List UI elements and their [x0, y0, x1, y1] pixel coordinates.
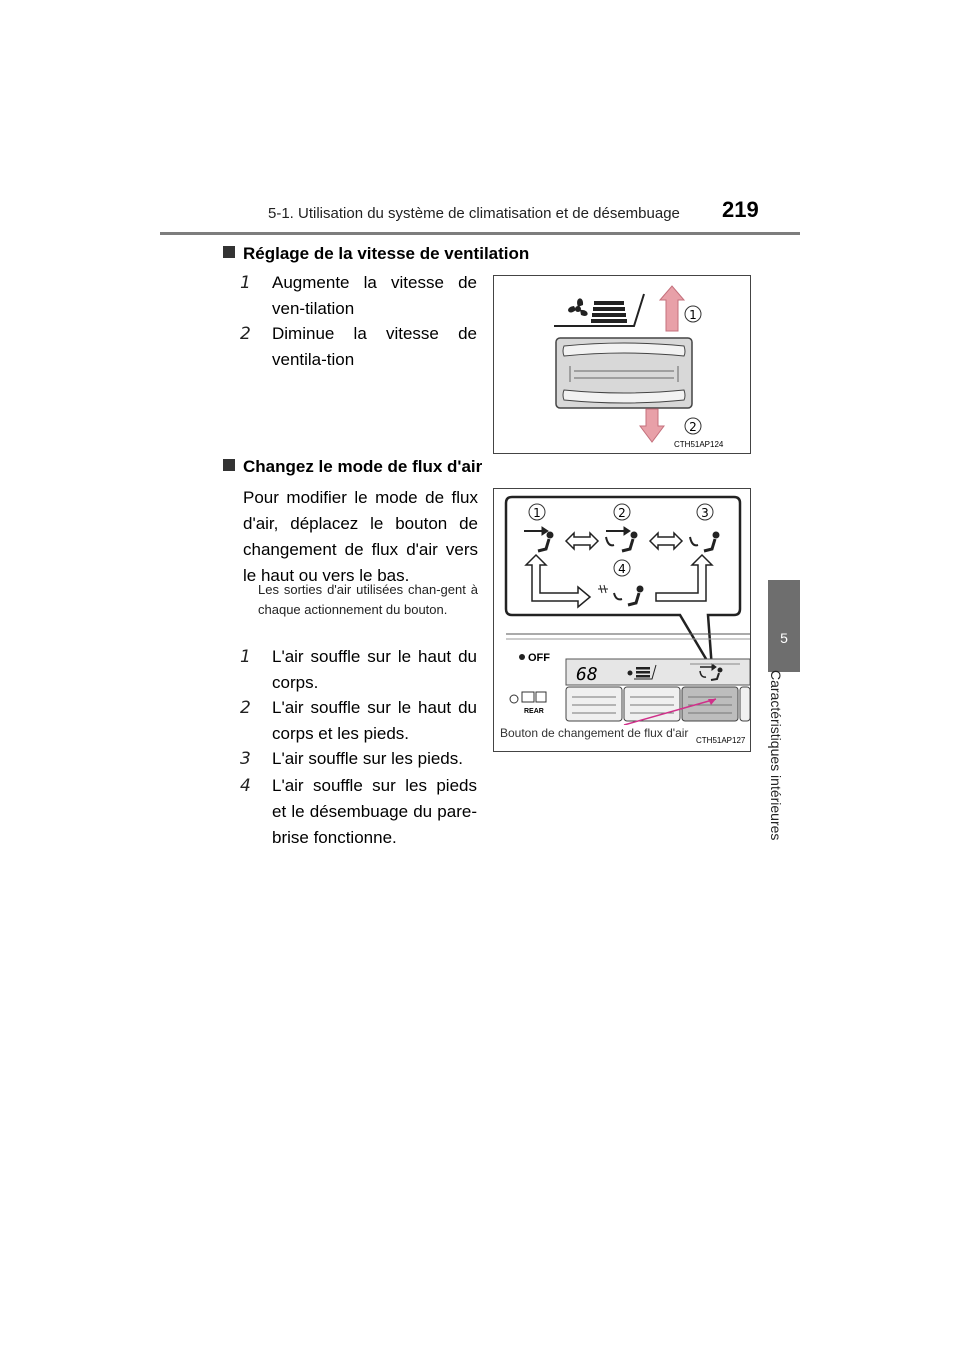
chapter-number: 5 — [780, 630, 788, 646]
down-arrow-icon — [640, 409, 664, 442]
item-number: 3 — [240, 749, 251, 769]
figure-code: CTH51AP124 — [674, 440, 724, 449]
callout-1: 1 — [533, 506, 541, 520]
fan-icon — [568, 298, 588, 316]
fan-speed-illustration — [494, 276, 750, 453]
button-caption: Bouton de changement de flux d'air — [500, 726, 689, 740]
list-item: Diminue la vitesse de ventila-tion — [272, 324, 477, 369]
section-heading-fan-speed — [223, 244, 529, 264]
fan-off-icon — [519, 652, 550, 664]
rear-label: REAR — [524, 708, 544, 715]
fan-speed-figure — [493, 275, 751, 454]
page-number: 219 — [722, 197, 759, 222]
item-number: 4 — [240, 776, 251, 796]
temperature-display: 68 — [576, 664, 598, 685]
list-item: Augmente la vitesse de ven-tilation — [272, 273, 477, 318]
list-item: L'air souffle sur les pieds et le désembuage du pare-brise fonctionne. — [272, 776, 477, 847]
callout-2: 2 — [689, 420, 697, 434]
svg-text:OFF: OFF — [528, 652, 550, 664]
up-arrow-icon — [660, 286, 684, 331]
section-heading-airflow-mode — [223, 457, 482, 477]
callout-4: 4 — [618, 562, 626, 576]
heading-bullet — [223, 459, 235, 471]
callout-1: 1 — [689, 308, 697, 322]
figure-code: CTH51AP127 — [696, 736, 746, 745]
item-number: 2 — [240, 698, 251, 718]
callout-3: 3 — [701, 506, 709, 520]
list-item: L'air souffle sur le haut du corps. — [272, 647, 477, 692]
heading-text: Changez le mode de flux d'air — [243, 457, 483, 476]
item-number: 1 — [240, 273, 251, 293]
intro-paragraph: Pour modifier le mode de flux d'air, déplacez le bouton de changement de flux d'air vers le haut ou vers le bas. — [243, 488, 478, 585]
heading-text: Réglage de la vitesse de ventilation — [243, 244, 530, 263]
section-header: 5-1. Utilisation du système de climatisation et de désembuage — [268, 205, 680, 222]
chapter-tab — [768, 580, 800, 672]
heading-bullet — [223, 246, 235, 258]
airflow-mode-illustration — [494, 489, 750, 751]
item-number: 2 — [240, 324, 251, 344]
item-number: 1 — [240, 647, 251, 667]
header-divider — [160, 232, 800, 235]
list-item: L'air souffle sur le haut du corps et les pieds. — [272, 698, 477, 743]
airflow-mode-figure — [493, 488, 751, 752]
speed-bars-icon — [591, 301, 627, 323]
list-item: L'air souffle sur les pieds. — [272, 749, 463, 768]
callout-2: 2 — [618, 506, 626, 520]
note-paragraph: Les sorties d'air utilisées chan-gent à chaque actionnement du bouton. — [258, 582, 478, 617]
chapter-label: Caractéristiques intérieures — [768, 670, 784, 841]
